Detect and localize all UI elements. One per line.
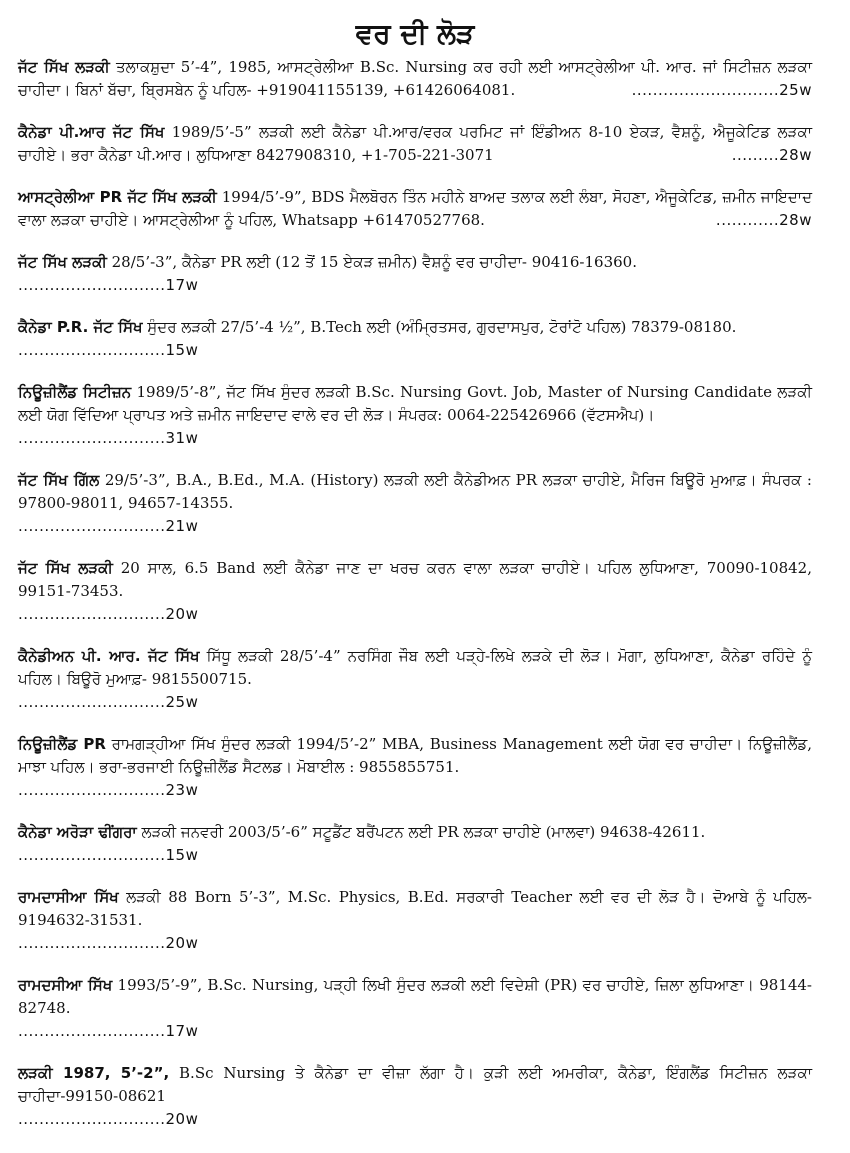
ad-lead: ਜੱਟ ਸਿੱਖ ਲੜਕੀ xyxy=(18,58,110,76)
ad-body: 1994/5’-9”, BDS ਮੈਲਬੋਰਨ ਤਿੰਨ ਮਹੀਨੇ ਬਾਅਦ ਤਲਾਕ ਲਈ ਲੰਬਾ, ਸੋਹਣਾ, ਐਜੂਕੇਟਿਡ, ਜ਼ਮੀਨ ਜਾਇਦਾਦ ਵਾਲਾ ਲੜਕਾ ਚਾਹੀਏ। ਆਸਟ੍ਰੇਲੀਆ ਨੂੰ ਪਹਿਲ, Whatsapp +61470527768. xyxy=(18,188,812,229)
ad-item xyxy=(18,557,812,626)
ad-lead: ਜੱਟ ਸਿੱਖ ਗਿੱਲ xyxy=(18,471,100,489)
ad-item xyxy=(18,974,812,1043)
ad-rate: ............................31w xyxy=(18,429,199,447)
ad-body: ਤਲਾਕਸ਼ੁਦਾ 5’-4”, 1985, ਆਸਟ੍ਰੇਲੀਆ B.Sc. Nursing ਕਰ ਰਹੀ ਲਈ ਆਸਟ੍ਰੇਲੀਆ ਪੀ. ਆਰ. ਜਾਂ ਸਿਟੀਜ਼ਨ ਲੜਕਾ ਚਾਹੀਦਾ। ਬਿਨਾਂ ਬੱਚਾ, ਬ੍ਰਿਸਬੇਨ ਨੂੰ ਪਹਿਲ- +919041155139, +61426064081. xyxy=(18,58,812,99)
ad-rate: ............................25w xyxy=(631,81,812,99)
ad-item xyxy=(18,886,812,955)
ad-body: B.Sc Nursing ਤੇ ਕੈਨੇਡਾ ਦਾ ਵੀਜ਼ਾ ਲੱਗਾ ਹੈ। ਕੁੜੀ ਲਈ ਅਮਰੀਕਾ, ਕੈਨੇਡਾ, ਇੰਗਲੈਂਡ ਸਿਟੀਜ਼ਨ ਲੜਕਾ ਚਾਹੀਦਾ-99150-08621 xyxy=(18,1064,812,1105)
ad-rate: ............................15w xyxy=(18,341,199,359)
ad-body: ਸੁੰਦਰ ਲੜਕੀ 27/5’-4 ½”, B.Tech ਲਈ (ਅੰਮ੍ਰਿਤਸਰ, ਗੁਰਦਾਸਪੁਰ, ਟੋਰਾਂਟੋ ਪਹਿਲ) 78379-08180. xyxy=(142,318,737,336)
ad-item xyxy=(18,821,812,867)
ad-body: ਰਾਮਗੜ੍ਹੀਆ ਸਿੱਖ ਸੁੰਦਰ ਲੜਕੀ 1994/5’-2” MBA, Business Management ਲਈ ਯੋਗ ਵਰ ਚਾਹੀਦਾ। ਨਿਊਜ਼ੀਲੈਂਡ, ਮਾਝਾ ਪਹਿਲ। ਭਰਾ-ਭਰਜਾਈ ਨਿਊਜ਼ੀਲੈਂਡ ਸੈਟਲਡ। ਮੋਬਾਈਲ : 9855855751. xyxy=(18,735,812,776)
ad-rate: ............................20w xyxy=(18,934,199,952)
ad-rate: ............................15w xyxy=(18,846,199,864)
ad-body: ਸਿੱਧੂ ਲੜਕੀ 28/5’-4” ਨਰਸਿੰਗ ਜੌਬ ਲਈ ਪੜ੍ਹੇ-ਲਿਖੇ ਲੜਕੇ ਦੀ ਲੋੜ। ਮੋਗਾ, ਲੁਧਿਆਣਾ, ਕੈਨੇਡਾ ਰਹਿੰਦੇ ਨੂੰ ਪਹਿਲ। ਬਿਊਰੋ ਮੁਆਫ਼- 9815500715. xyxy=(18,647,812,688)
ad-body: 1993/5’-9”, B.Sc. Nursing, ਪੜ੍ਹੀ ਲਿਖੀ ਸੁੰਦਰ ਲੜਕੀ ਲਈ ਵਿਦੇਸ਼ੀ (PR) ਵਰ ਚਾਹੀਏ, ਜ਼ਿਲਾ ਲੁਧਿਆਣਾ। 98144-82748. xyxy=(18,976,812,1017)
ad-item xyxy=(18,121,812,167)
ad-item xyxy=(18,251,812,297)
ad-rate: ............................25w xyxy=(18,693,199,711)
ad-lead: ਨਿਊਜ਼ੀਲੈਂਡ ਸਿਟੀਜ਼ਨ xyxy=(18,383,132,401)
ad-lead: ਕੈਨੇਡਾ ਅਰੋੜਾ ਢੀਂਗਰਾ xyxy=(18,823,137,841)
ad-rate: ............28w xyxy=(715,211,812,229)
ad-lead: ਕੈਨੇਡੀਅਨ ਪੀ. ਆਰ. ਜੱਟ ਸਿੱਖ xyxy=(18,647,200,665)
ad-body: ਲੜਕੀ ਜਨਵਰੀ 2003/5’-6” ਸਟੂਡੈਂਟ ਬਰੈਂਪਟਨ ਲਈ PR ਲੜਕਾ ਚਾਹੀਏ (ਮਾਲਵਾ) 94638-42611. xyxy=(136,823,706,841)
ad-rate: ............................23w xyxy=(18,781,199,799)
ad-lead: ਨਿਊਜ਼ੀਲੈਂਡ PR xyxy=(18,735,106,753)
ad-body: 1989/5’-8”, ਜੱਟ ਸਿੱਖ ਸੁੰਦਰ ਲੜਕੀ B.Sc. Nursing Govt. Job, Master of Nursing Candidate ਲੜਕੀ ਲਈ ਯੋਗ ਵਿੱਦਿਆ ਪ੍ਰਾਪਤ ਅਤੇ ਜ਼ਮੀਨ ਜਾਇਦਾਦ ਵਾਲੇ ਵਰ ਦੀ ਲੋੜ। ਸੰਪਰਕ: 0064-225426966 (ਵੱਟਸਐਪ)। xyxy=(18,383,812,424)
ad-item xyxy=(18,1062,812,1131)
ad-lead: ਜੱਟ ਸਿੱਖ ਲੜਕੀ xyxy=(18,559,113,577)
ad-lead: ਜੱਟ ਸਿੱਖ ਲੜਕੀ xyxy=(18,253,107,271)
ad-rate: ............................20w xyxy=(18,1110,199,1128)
ad-lead: ਰਾਮਦਾਸੀਆ ਸਿੱਖ xyxy=(18,888,119,906)
ad-rate: ............................21w xyxy=(18,517,199,535)
ad-rate: ............................17w xyxy=(18,1022,199,1040)
ad-body: 20 ਸਾਲ, 6.5 Band ਲਈ ਕੈਨੇਡਾ ਜਾਣ ਦਾ ਖਰਚ ਕਰਨ ਵਾਲਾ ਲੜਕਾ ਚਾਹੀਏ। ਪਹਿਲ ਲੁਧਿਆਣਾ, 70090-10842, 99151-73453. xyxy=(18,559,812,600)
ad-body: ਲੜਕੀ 88 Born 5’-3”, M.Sc. Physics, B.Ed. ਸਰਕਾਰੀ Teacher ਲਈ ਵਰ ਦੀ ਲੋੜ ਹੈ। ਦੋਆਬੇ ਨੂੰ ਪਹਿਲ- 9194632-31531. xyxy=(18,888,812,929)
page-title: ਵਰ ਦੀ ਲੋੜ xyxy=(355,17,475,50)
ad-lead: ਕੈਨੇਡਾ ਪੀ.ਆਰ ਜੱਟ ਸਿੱਖ xyxy=(18,123,165,141)
ad-body: 28/5’-3”, ਕੈਨੇਡਾ PR ਲਈ (12 ਤੋਂ 15 ਏਕੜ ਜ਼ਮੀਨ) ਵੈਸ਼ਨੂੰ ਵਰ ਚਾਹੀਦਾ- 90416-16360. xyxy=(106,253,637,271)
ad-lead: ਕੈਨੇਡਾ P.R. ਜੱਟ ਸਿੱਖ xyxy=(18,318,143,336)
ad-lead: ਆਸਟ੍ਰੇਲੀਆ PR ਜੱਟ ਸਿੱਖ ਲੜਕੀ xyxy=(18,188,217,206)
ad-lead: ਲੜਕੀ 1987, 5’-2”, xyxy=(18,1064,170,1082)
ad-item xyxy=(18,56,812,102)
ad-item xyxy=(18,733,812,802)
ad-item xyxy=(18,316,812,362)
ad-rate: ............................20w xyxy=(18,605,199,623)
ad-rate: ............................17w xyxy=(18,276,199,294)
ad-item xyxy=(18,469,812,538)
ad-item xyxy=(18,186,812,232)
ad-body: 1989/5’-5” ਲੜਕੀ ਲਈ ਕੈਨੇਡਾ ਪੀ.ਆਰ/ਵਰਕ ਪਰਮਿਟ ਜਾਂ ਇੰਡੀਅਨ 8-10 ਏਕੜ, ਵੈਸ਼ਨੂੰ, ਐਜੂਕੇਟਿਡ ਲੜਕਾ ਚਾਹੀਏ। ਭਰਾ ਕੈਨੇਡਾ ਪੀ.ਆਰ। ਲੁਧਿਆਣਾ 8427908310, +1-705-221-3071 xyxy=(18,123,813,164)
ad-item xyxy=(18,381,812,450)
ad-item xyxy=(18,645,812,714)
ad-lead: ਰਾਮਦਸੀਆ ਸਿੱਖ xyxy=(18,976,113,994)
ad-body: 29/5’-3”, B.A., B.Ed., M.A. (History) ਲੜਕੀ ਲਈ ਕੈਨੇਡੀਅਨ PR ਲੜਕਾ ਚਾਹੀਏ, ਮੈਰਿਜ ਬਿਊਰੋ ਮੁਆਫ਼। ਸੰਪਰਕ : 97800-98011, 94657-14355. xyxy=(18,471,812,512)
classifieds-page xyxy=(0,16,850,1153)
ad-rate: .........28w xyxy=(731,146,812,164)
